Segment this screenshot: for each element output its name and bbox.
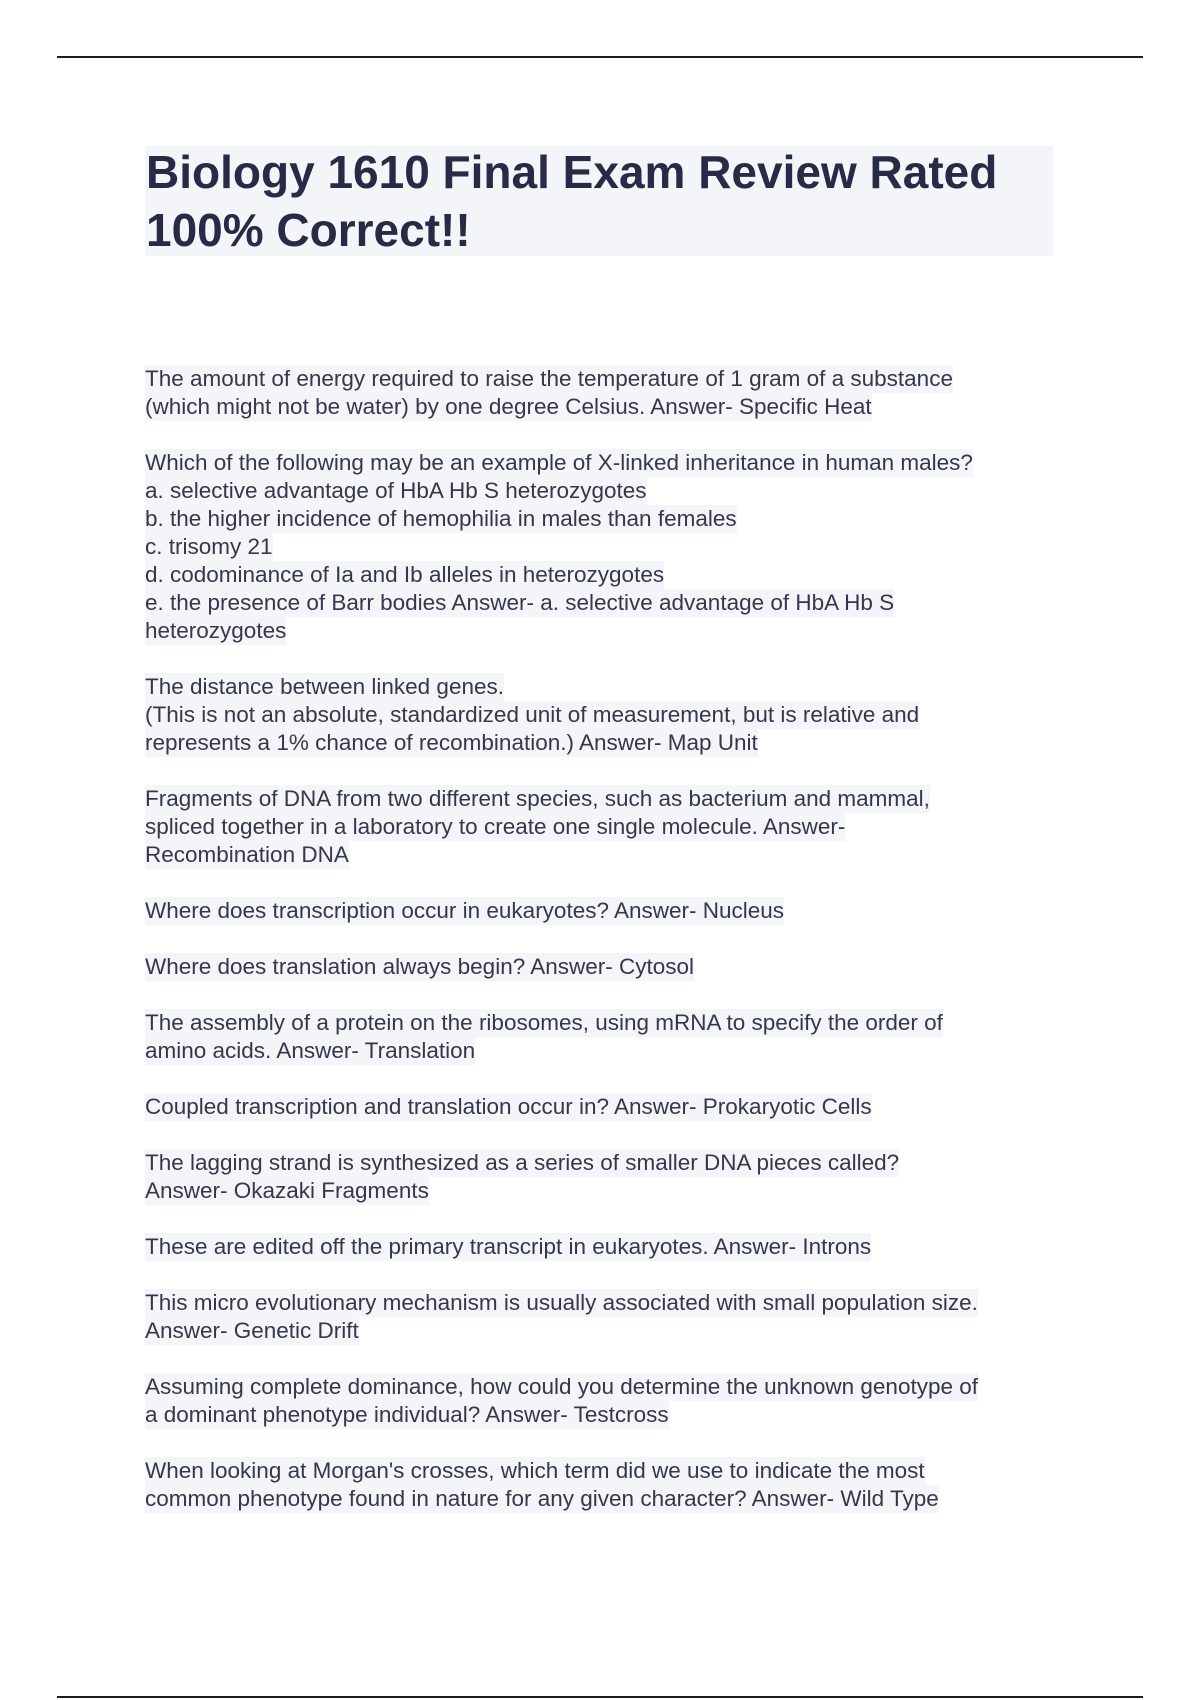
qa-item xyxy=(145,673,1075,757)
qa-item xyxy=(145,1093,1075,1121)
qa-line: Answer- Genetic Drift xyxy=(145,1318,359,1343)
title-line-2: 100% Correct!! xyxy=(146,204,471,256)
qa-line: b. the higher incidence of hemophilia in males than females xyxy=(145,506,737,531)
qa-line: (This is not an absolute, standardized unit of measurement, but is relative and xyxy=(145,702,920,727)
qa-line: e. the presence of Barr bodies Answer- a. selective advantage of HbA Hb S xyxy=(145,590,895,615)
qa-item xyxy=(145,365,1075,421)
qa-line: common phenotype found in nature for any given character? Answer- Wild Type xyxy=(145,1486,939,1511)
qa-line: amino acids. Answer- Translation xyxy=(145,1038,476,1063)
qa-line: The lagging strand is synthesized as a series of smaller DNA pieces called? xyxy=(145,1150,900,1175)
bottom-rule xyxy=(57,1696,1143,1698)
qa-item xyxy=(145,953,1075,981)
document-title xyxy=(146,143,1056,259)
qa-line: The assembly of a protein on the ribosomes, using mRNA to specify the order of xyxy=(145,1010,943,1035)
qa-line: d. codominance of Ia and Ib alleles in heterozygotes xyxy=(145,562,665,587)
qa-line: Recombination DNA xyxy=(145,842,349,867)
qa-list xyxy=(145,365,1075,1541)
qa-line: The distance between linked genes. xyxy=(145,674,504,699)
qa-line: Coupled transcription and translation occur in? Answer- Prokaryotic Cells xyxy=(145,1094,872,1119)
qa-item xyxy=(145,1009,1075,1065)
qa-item xyxy=(145,1373,1075,1429)
qa-line: represents a 1% chance of recombination.) Answer- Map Unit xyxy=(145,730,758,755)
qa-line: c. trisomy 21 xyxy=(145,534,273,559)
qa-item xyxy=(145,449,1075,645)
qa-line: Assuming complete dominance, how could you determine the unknown genotype of xyxy=(145,1374,979,1399)
qa-line: a. selective advantage of HbA Hb S heterozygotes xyxy=(145,478,647,503)
qa-line: This micro evolutionary mechanism is usually associated with small population size. xyxy=(145,1290,978,1315)
qa-line: The amount of energy required to raise the temperature of 1 gram of a substance xyxy=(145,366,953,391)
qa-line: heterozygotes xyxy=(145,618,287,643)
qa-line: a dominant phenotype individual? Answer- Testcross xyxy=(145,1402,669,1427)
qa-line: When looking at Morgan's crosses, which term did we use to indicate the most xyxy=(145,1458,925,1483)
qa-item xyxy=(145,785,1075,869)
qa-line: spliced together in a laboratory to create one single molecule. Answer- xyxy=(145,814,846,839)
qa-item xyxy=(145,1457,1075,1513)
qa-line: These are edited off the primary transcript in eukaryotes. Answer- Introns xyxy=(145,1234,872,1259)
qa-line: Which of the following may be an example of X-linked inheritance in human males? xyxy=(145,450,973,475)
qa-item xyxy=(145,1289,1075,1345)
top-rule xyxy=(57,56,1143,58)
qa-line: (which might not be water) by one degree Celsius. Answer- Specific Heat xyxy=(145,394,872,419)
qa-item xyxy=(145,1233,1075,1261)
qa-item xyxy=(145,897,1075,925)
qa-line: Fragments of DNA from two different species, such as bacterium and mammal, xyxy=(145,786,930,811)
qa-item xyxy=(145,1149,1075,1205)
qa-line: Where does translation always begin? Answer- Cytosol xyxy=(145,954,695,979)
title-line-1: Biology 1610 Final Exam Review Rated xyxy=(146,146,998,198)
qa-line: Answer- Okazaki Fragments xyxy=(145,1178,429,1203)
qa-line: Where does transcription occur in eukaryotes? Answer- Nucleus xyxy=(145,898,785,923)
